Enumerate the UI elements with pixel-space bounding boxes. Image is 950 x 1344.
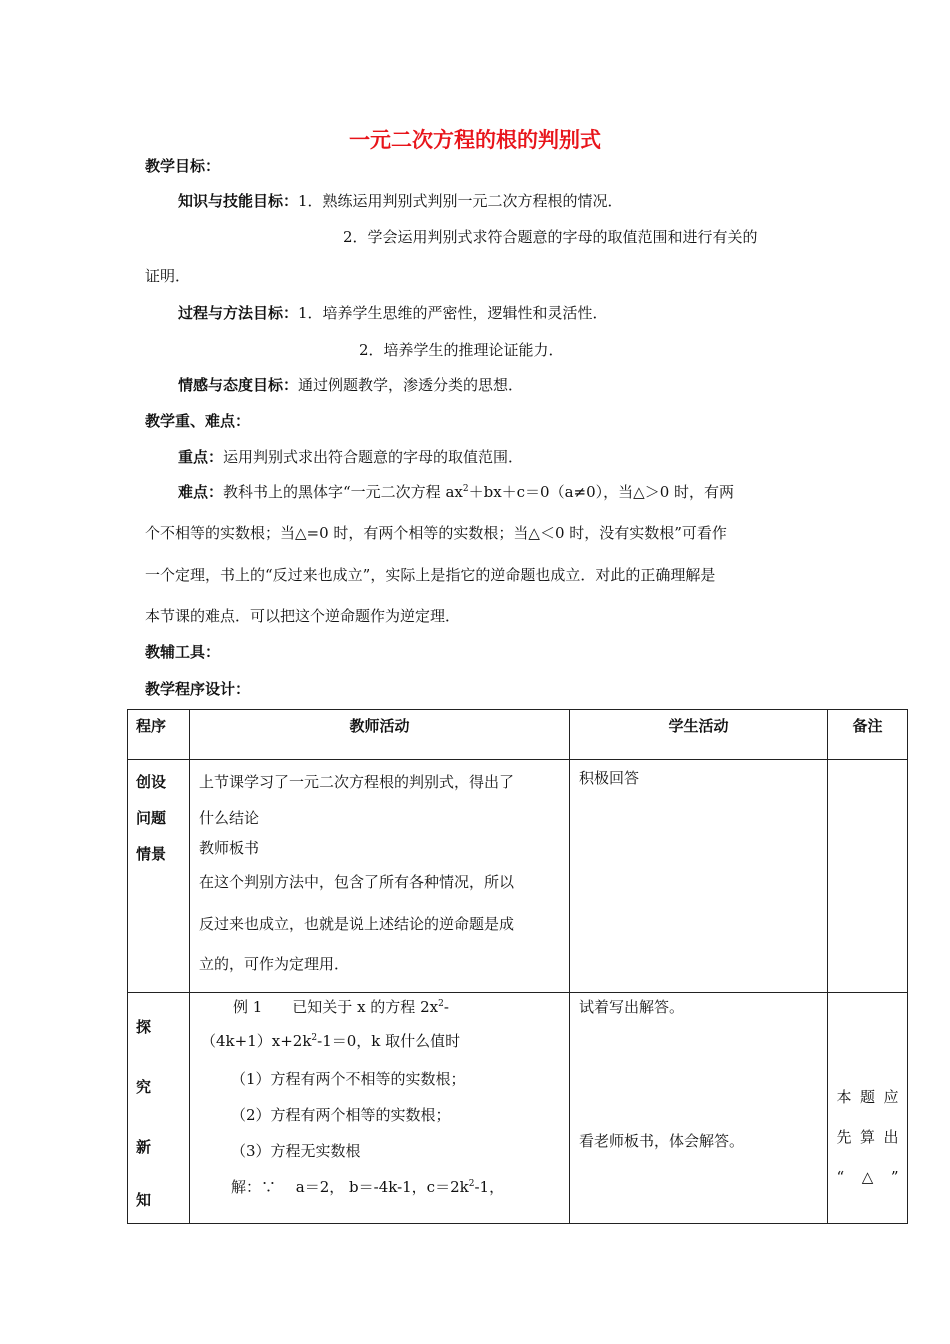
header-student: 学生活动	[570, 710, 828, 760]
focus-line	[178, 446, 523, 467]
table-row	[128, 760, 908, 993]
row1-teacher-line-1: 上节课学习了一元二次方程根的判别式，得出了	[199, 773, 515, 791]
row2-note-line-3: “△”	[836, 1168, 899, 1186]
row2-student-line-2: 看老师板书，体会解答。	[579, 1132, 745, 1150]
knowledge-goal-1: 1．熟练运用判别式判别一元二次方程根的情况．	[298, 192, 623, 210]
process-goal-label: 过程与方法目标：	[178, 304, 299, 322]
process-goal-line-1	[178, 302, 608, 323]
row1-teacher-line-3: 教师板书	[199, 839, 260, 857]
row2-student-line-1: 试着写出解答。	[579, 998, 685, 1016]
emotion-goal-text: 通过例题教学，渗透分类的思想．	[298, 376, 524, 394]
row2-step-3: 新	[136, 1138, 152, 1156]
row2-teacher	[190, 993, 570, 1224]
row2-step-1: 探	[136, 1018, 152, 1036]
example-superscript-1: 2	[438, 999, 444, 1009]
row2-step-4: 知	[136, 1191, 152, 1209]
header-note: 备注	[828, 710, 908, 760]
knowledge-goal-2-cont: 证明．	[145, 267, 191, 285]
tools-heading: 教辅工具：	[145, 643, 221, 661]
key-points-heading: 教学重、难点：	[145, 412, 251, 430]
difficulty-text-b: ＋bx＋c＝0（a≠0），当△＞0 时，有两	[468, 483, 735, 501]
knowledge-goal-2: 2．学会运用判别式求符合题意的字母的取值范围和进行有关的	[343, 228, 758, 246]
goals-heading: 教学目标：	[145, 157, 221, 175]
header-teacher: 教师活动	[190, 710, 570, 760]
emotion-goal-line	[178, 374, 523, 395]
procedure-heading: 教学程序设计：	[145, 680, 251, 698]
example-line-1	[201, 993, 569, 1021]
row1-step-2: 问题	[136, 809, 167, 827]
row1-step	[128, 760, 190, 993]
solution-text-a: 解：∵ a＝2， b＝-4k-1，c＝2k	[231, 1178, 469, 1196]
lesson-procedure-table	[127, 709, 908, 1224]
example-text-b: -	[443, 998, 449, 1016]
difficulty-text-a: 教科书上的黑体字“一元二次方程 ax	[223, 483, 463, 501]
row1-note	[828, 760, 908, 993]
difficulty-line-3: 一个定理，书上的“反过来也成立”，实际上是指它的逆命题也成立．对此的正确理解是	[145, 566, 716, 584]
example-question-1: （1）方程有两个不相等的实数根；	[231, 1070, 466, 1088]
difficulty-superscript: 2	[462, 484, 469, 494]
table-header-row	[128, 710, 908, 760]
difficulty-line-4: 本节课的难点．可以把这个逆命题作为逆定理．	[145, 607, 461, 625]
row1-teacher	[190, 760, 570, 993]
process-goal-1: 1．培养学生思维的严密性，逻辑性和灵活性．	[298, 304, 608, 322]
example-line-2	[201, 1021, 569, 1061]
row2-step-2: 究	[136, 1078, 152, 1096]
knowledge-goal-label: 知识与技能目标：	[178, 192, 299, 210]
example-solution-line	[201, 1169, 569, 1205]
row1-student: 积极回答	[570, 760, 828, 993]
row1-teacher-line-6: 立的，可作为定理用．	[199, 955, 350, 973]
focus-label: 重点：	[178, 448, 224, 466]
example-superscript-2: 2	[311, 1033, 318, 1043]
example-question-2: （2）方程有两个相等的实数根；	[231, 1106, 451, 1124]
solution-superscript: 2	[468, 1179, 475, 1189]
header-step: 程序	[128, 710, 190, 760]
knowledge-goal-line-1	[178, 190, 623, 211]
row1-step-1: 创设	[136, 773, 167, 791]
solution-text-b: -1，	[474, 1178, 505, 1196]
row2-note-line-2: 先算出	[836, 1128, 899, 1146]
row1-teacher-line-2: 什么结论	[199, 809, 260, 827]
page-title: 一元二次方程的根的判别式	[349, 128, 601, 152]
emotion-goal-label: 情感与态度目标：	[178, 376, 299, 394]
process-goal-2: 2．培养学生的推理论证能力．	[359, 341, 564, 359]
row2-student	[570, 993, 828, 1224]
row2-step	[128, 993, 190, 1224]
example-text-c: （4k+1）x+2k	[201, 1032, 312, 1050]
focus-text: 运用判别式求出符合题意的字母的取值范围．	[223, 448, 524, 466]
row1-step-3: 情景	[136, 845, 167, 863]
table-row	[128, 993, 908, 1224]
difficulty-label: 难点：	[178, 483, 224, 501]
difficulty-line-2: 个不相等的实数根；当△=0 时，有两个相等的实数根；当△＜0 时，没有实数根”可看作	[145, 524, 727, 542]
row2-note-line-1: 本题应	[836, 1088, 899, 1106]
example-text-a: 例 1 已知关于 x 的方程 2x	[233, 998, 439, 1016]
row1-teacher-line-5: 反过来也成立，也就是说上述结论的逆命题是成	[199, 915, 515, 933]
difficulty-line-1	[178, 481, 734, 502]
example-text-d: -1＝0，k 取什么值时	[317, 1032, 461, 1050]
row1-teacher-line-4: 在这个判别方法中，包含了所有各种情况，所以	[199, 873, 515, 891]
example-question-3: （3）方程无实数根	[231, 1142, 361, 1160]
row2-note	[828, 993, 908, 1224]
